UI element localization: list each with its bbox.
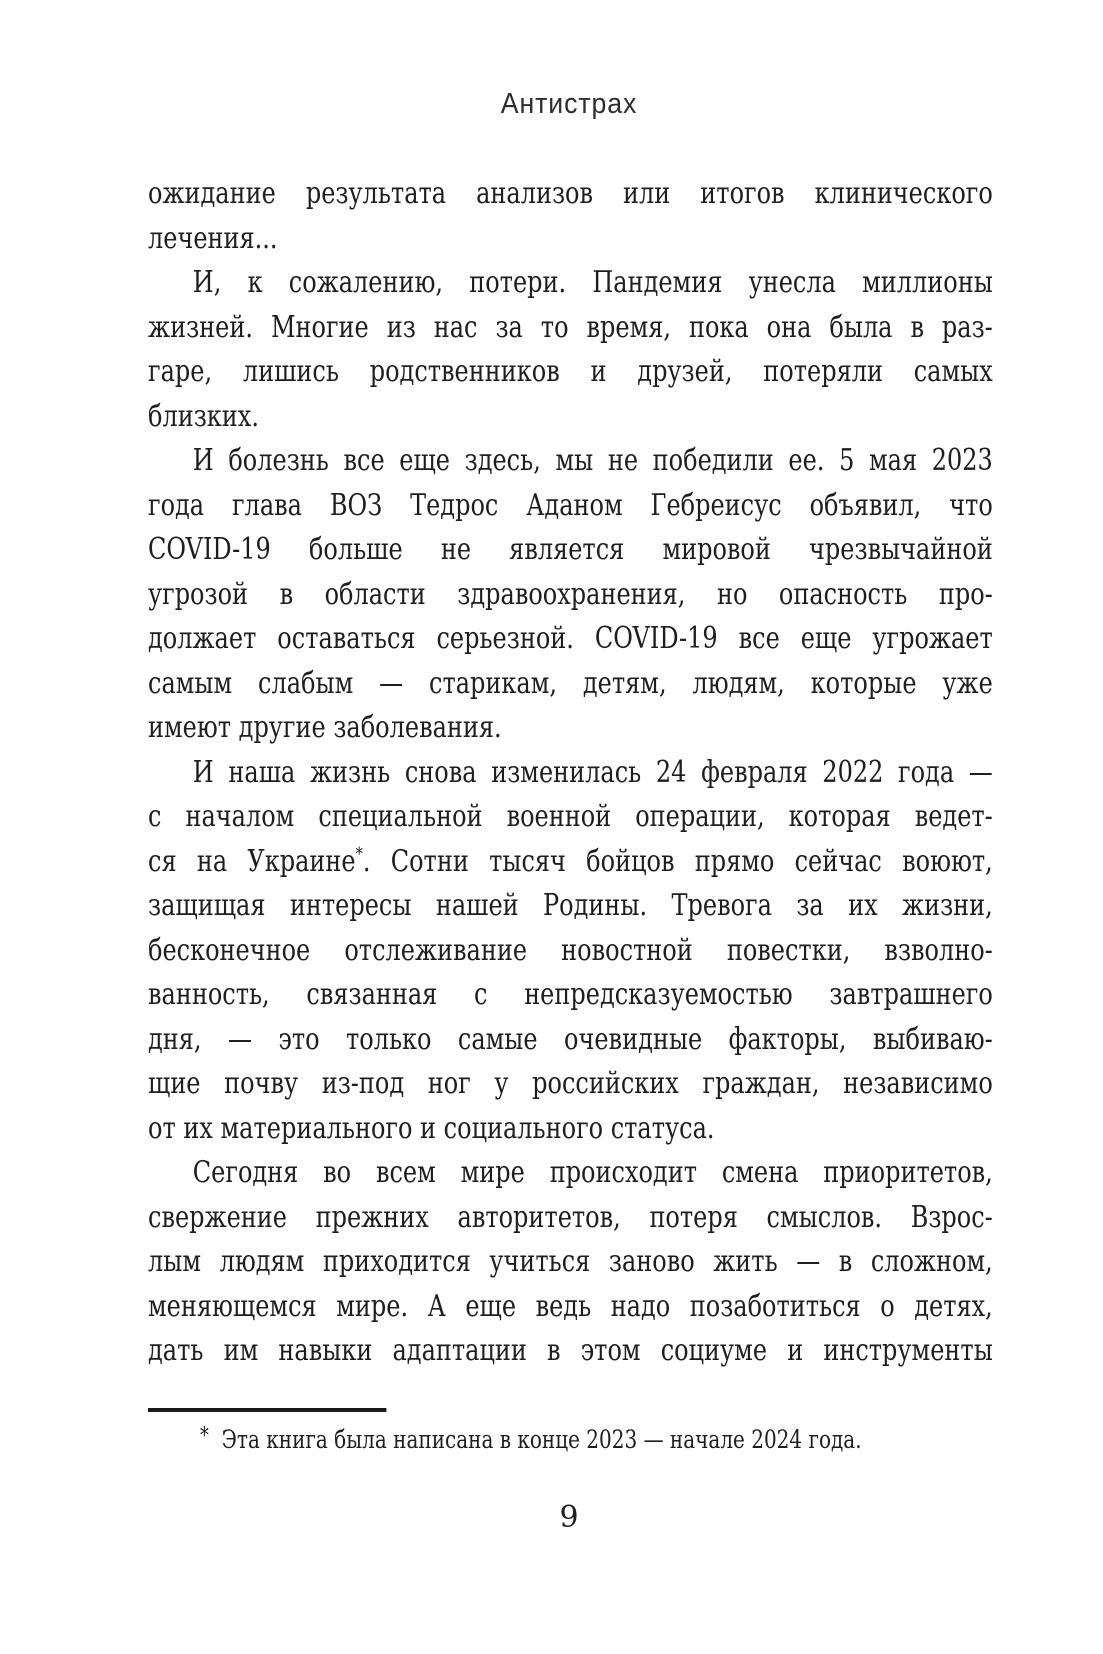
footnote-marker: * xyxy=(200,1423,209,1449)
text-line: дня, — это только самые очевидные факторы, выбиваю- xyxy=(148,1021,993,1057)
text-line: ожидание результата анализов или итогов клинического xyxy=(148,176,993,211)
text-line: Сегодня во всем мире происходит смена приоритетов, xyxy=(192,1155,993,1190)
body-text xyxy=(148,172,993,1458)
text-line: угрозой в области здравоохранения, но опасность про- xyxy=(148,576,993,612)
text-line: И наша жизнь снова изменилась 24 февраля 2022 года — xyxy=(192,754,993,790)
text-line: COVID-19 больше не является мировой чрезвычайной xyxy=(148,532,993,567)
text-line: жизней. Многие из нас за то время, пока она была в раз- xyxy=(148,309,993,345)
paragraph xyxy=(148,172,993,261)
text-line: близких. xyxy=(148,398,259,434)
page-number: 9 xyxy=(559,1500,579,1535)
text-line: дать им навыки адаптации в этом социуме и инструменты xyxy=(148,1333,993,1368)
text-line: бесконечное отслеживание новостной повестки, взволно- xyxy=(148,932,993,968)
text-line: от их материального и социального статуса. xyxy=(148,1110,715,1146)
running-head: Антистрах xyxy=(500,88,638,120)
text-line: самым слабым — старикам, детям, людям, которые уже xyxy=(148,665,993,701)
footnote-text: Эта книга была написана в конце 2023 — начале 2024 года. xyxy=(221,1424,862,1454)
footnote-rule xyxy=(148,1408,386,1412)
text-line: с началом специальной военной операции, которая ведет- xyxy=(148,799,993,834)
text-line: ся на Украине*. Сотни тысяч бойцов прямо сейчас воюют, xyxy=(148,843,993,879)
paragraph xyxy=(148,1151,993,1374)
paragraph xyxy=(148,439,993,751)
text-line: лым людям приходится учиться заново жить — в сложном, xyxy=(148,1244,993,1279)
text-line: защищая интересы нашей Родины. Тревога за их жизни, xyxy=(148,888,993,923)
text-line: имеют другие заболевания. xyxy=(148,710,502,745)
text-line: ванность, связанная с непредсказуемостью завтрашнего xyxy=(148,977,993,1012)
paragraph xyxy=(148,751,993,1152)
text-line: года глава ВОЗ Тедрос Аданом Гебреисус объявил, что xyxy=(148,487,993,523)
text-line: щие почву из-под ног у российских граждан, независимо xyxy=(148,1066,993,1101)
paragraph xyxy=(148,261,993,439)
text-line: гаре, лишись родственников и друзей, потеряли самых xyxy=(148,354,993,389)
text-line: И, к сожалению, потери. Пандемия унесла миллионы xyxy=(192,265,993,300)
text-line: И болезнь все еще здесь, мы не победили ее. 5 мая 2023 xyxy=(192,443,993,478)
footnote-ref-asterisk: * xyxy=(355,843,363,865)
text-line: лечения... xyxy=(148,220,278,256)
text-line: меняющемся мире. А еще ведь надо позаботиться о детях, xyxy=(148,1288,993,1324)
text-line: должает оставаться серьезной. COVID-19 все еще угрожает xyxy=(148,621,993,656)
footnote xyxy=(148,1424,993,1458)
text-line: свержение прежних авторитетов, потеря смыслов. Взрос- xyxy=(148,1199,993,1235)
